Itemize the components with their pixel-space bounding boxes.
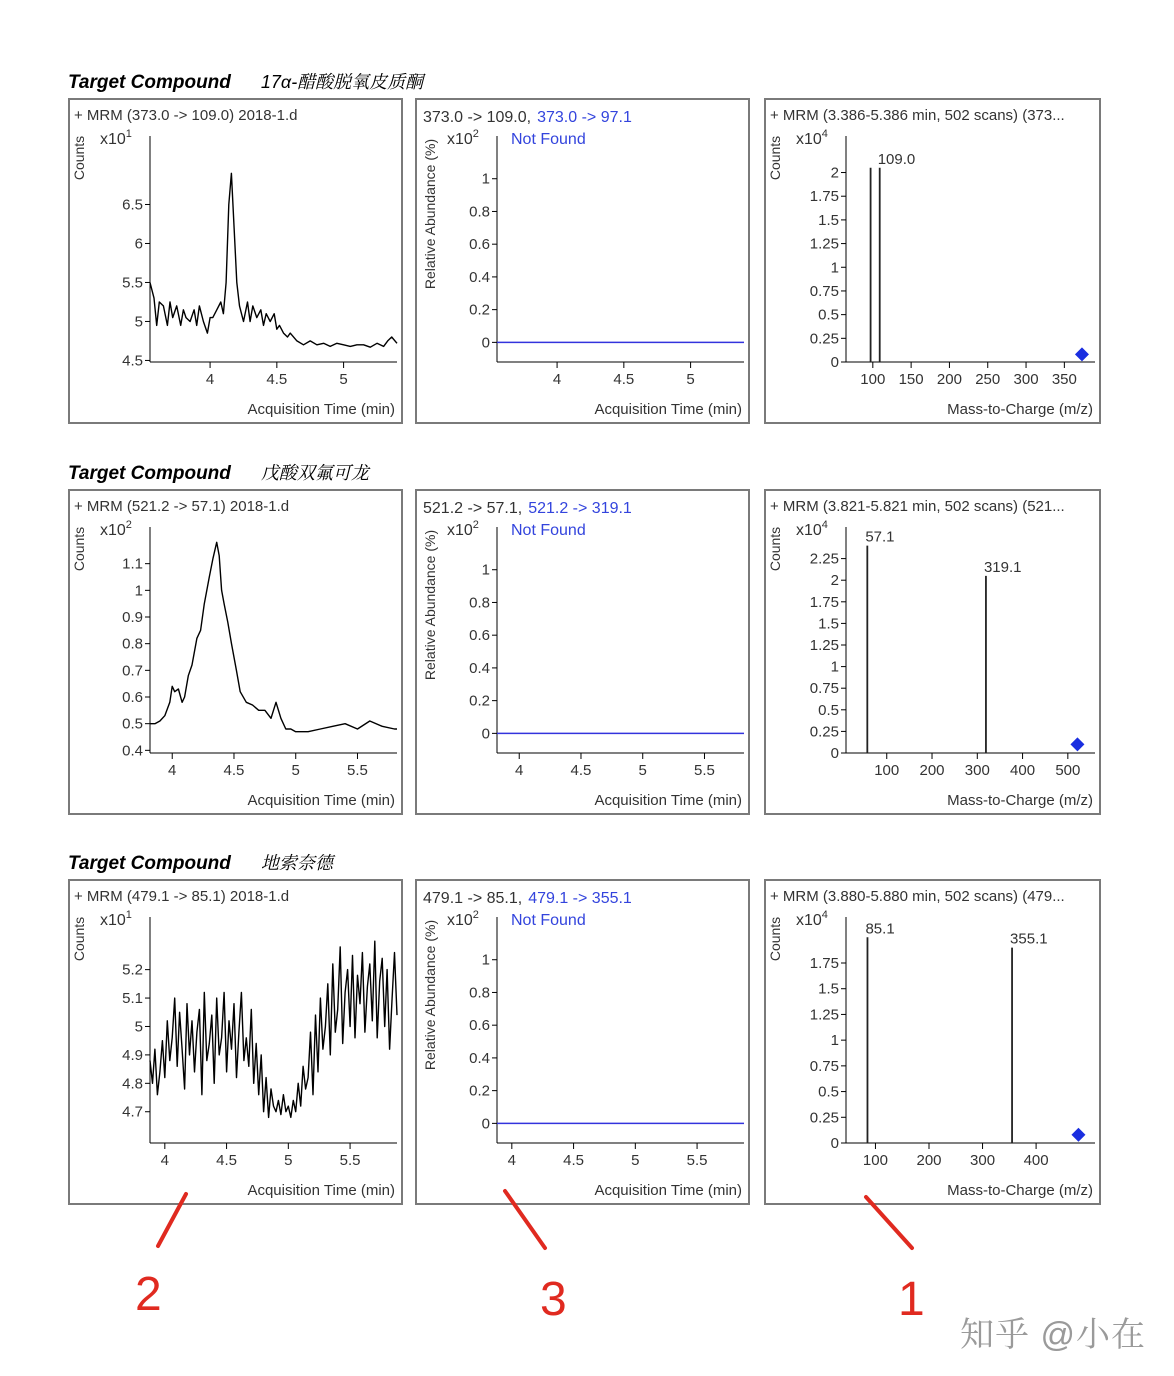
y-multiplier xyxy=(100,128,132,148)
x-tick-label: 4.5 xyxy=(563,1152,584,1169)
y-axis-label: Counts xyxy=(767,135,783,181)
x-tick-label: 5.5 xyxy=(694,762,715,779)
multiplier-exponent: 2 xyxy=(472,909,479,921)
x-tick-label: 4.5 xyxy=(613,371,635,388)
y-axis-label: Counts xyxy=(767,526,783,572)
x-tick-label: 250 xyxy=(975,371,1001,388)
x-tick-label: 100 xyxy=(874,762,900,779)
x-tick-label: 4 xyxy=(168,762,177,779)
panel-svg xyxy=(417,491,748,813)
compound-label: Target Compound xyxy=(68,72,231,93)
y-axis-label: Counts xyxy=(71,916,87,962)
x-tick-label: 5 xyxy=(631,1152,640,1169)
panel-header: + MRM (479.1 -> 85.1) 2018-1.d xyxy=(74,888,290,905)
y-tick-label: 1.25 xyxy=(809,235,839,253)
y-tick-label: 0.6 xyxy=(469,627,490,645)
y-tick-label: 4.9 xyxy=(122,1046,143,1064)
x-tick-label: 4.5 xyxy=(223,762,245,779)
multiplier-base: x10 xyxy=(447,522,473,539)
compound-name: 17α-醋酸脱氧皮质酮 xyxy=(260,72,424,92)
x-tick-label: 500 xyxy=(1055,762,1081,779)
x-axis-label: Mass-to-Charge (m/z) xyxy=(947,1182,1093,1199)
y-tick-label: 1.5 xyxy=(818,980,839,998)
y-multiplier xyxy=(100,909,132,929)
header-blue-text: 479.1 -> 355.1 xyxy=(528,890,632,907)
multiplier-base: x10 xyxy=(447,131,473,148)
y-tick-label: 0.6 xyxy=(469,236,490,254)
precursor-marker xyxy=(1075,347,1089,361)
peak-label: 109.0 xyxy=(877,150,916,168)
x-tick-label: 300 xyxy=(1013,371,1039,388)
panel-header xyxy=(423,890,632,907)
x-tick-label: 4 xyxy=(205,371,215,388)
x-tick-label: 300 xyxy=(970,1152,996,1169)
precursor-marker xyxy=(1070,737,1084,751)
header-black-text: 373.0 -> 109.0, xyxy=(423,109,532,126)
qualifier-panel xyxy=(415,879,750,1205)
y-tick-label: 1 xyxy=(830,658,839,676)
multiplier-base: x10 xyxy=(100,522,126,539)
x-tick-label: 5 xyxy=(339,371,348,388)
x-tick-label: 150 xyxy=(898,371,924,388)
compound-name: 戊酸双氟可龙 xyxy=(260,463,369,483)
y-tick-label: 0.7 xyxy=(122,662,143,680)
header-black-text: 521.2 -> 57.1, xyxy=(423,500,523,517)
y-tick-label: 0 xyxy=(830,354,839,371)
y-multiplier xyxy=(100,519,132,539)
multiplier-exponent: 2 xyxy=(472,519,479,531)
y-tick-label: 5.1 xyxy=(122,990,143,1008)
y-tick-label: 0.25 xyxy=(809,723,839,741)
y-tick-label: 0.5 xyxy=(818,1083,839,1101)
y-tick-label: 2 xyxy=(830,572,839,590)
x-axis-label: Acquisition Time (min) xyxy=(247,401,395,418)
y-tick-label: 0.2 xyxy=(469,1082,490,1100)
x-tick-label: 5.5 xyxy=(339,1152,361,1169)
y-tick-label: 0.5 xyxy=(818,306,839,324)
x-tick-label: 100 xyxy=(862,1152,888,1169)
multiplier-exponent: 2 xyxy=(472,128,479,140)
y-tick-label: 1.5 xyxy=(818,615,839,633)
peak-label: 57.1 xyxy=(865,528,895,546)
y-tick-label: 0 xyxy=(481,1115,490,1133)
y-tick-label: 0.6 xyxy=(122,689,143,706)
multiplier-exponent: 1 xyxy=(125,909,132,921)
panel-header: + MRM (3.821-5.821 min, 502 scans) (521... xyxy=(770,498,1065,515)
y-tick-label: 0.5 xyxy=(818,701,839,719)
peak-label: 85.1 xyxy=(865,920,895,938)
qualifier-panel xyxy=(415,489,750,815)
y-tick-label: 5 xyxy=(134,1018,143,1036)
x-tick-label: 300 xyxy=(964,762,990,779)
not-found-label: Not Found xyxy=(511,912,586,929)
y-tick-label: 0.4 xyxy=(469,1049,490,1067)
panel-svg xyxy=(70,491,401,813)
y-multiplier xyxy=(447,128,479,148)
x-tick-label: 4 xyxy=(160,1152,169,1169)
x-tick-label: 4 xyxy=(515,762,524,779)
y-tick-label: 1.25 xyxy=(809,1006,839,1024)
x-axis-label: Acquisition Time (min) xyxy=(594,401,742,418)
panel-svg xyxy=(417,100,748,422)
y-tick-label: 5.2 xyxy=(122,961,143,979)
y-multiplier xyxy=(796,128,828,148)
y-tick-label: 1.75 xyxy=(809,955,839,972)
peak-label: 355.1 xyxy=(1010,930,1048,948)
y-tick-label: 0.2 xyxy=(469,301,490,319)
compound-title xyxy=(68,68,423,92)
y-tick-label: 6 xyxy=(134,235,143,253)
chromatogram-trace xyxy=(150,941,397,1117)
x-axis-label: Acquisition Time (min) xyxy=(247,792,395,809)
x-tick-label: 100 xyxy=(860,371,886,388)
peak-label: 319.1 xyxy=(983,558,1022,576)
y-tick-label: 1 xyxy=(830,1032,839,1050)
x-tick-label: 5 xyxy=(291,762,300,779)
multiplier-base: x10 xyxy=(100,131,126,148)
multiplier-exponent: 4 xyxy=(821,909,828,921)
y-tick-label: 1.75 xyxy=(809,593,839,611)
y-multiplier xyxy=(447,909,479,929)
header-black-text: 479.1 -> 85.1, xyxy=(423,890,523,907)
panel-header: + MRM (521.2 -> 57.1) 2018-1.d xyxy=(74,498,290,515)
multiplier-exponent: 2 xyxy=(125,519,132,531)
spectrum-panel xyxy=(764,98,1101,424)
y-tick-label: 0.8 xyxy=(122,635,143,653)
y-tick-label: 0 xyxy=(481,725,490,743)
compound-label: Target Compound xyxy=(68,853,231,874)
qualifier-panel xyxy=(415,98,750,424)
compound-title xyxy=(68,849,333,873)
x-tick-label: 200 xyxy=(936,371,962,388)
y-axis-label: Counts xyxy=(71,135,87,181)
y-tick-label: 5.5 xyxy=(122,274,143,292)
y-tick-label: 4.7 xyxy=(122,1103,143,1121)
y-multiplier xyxy=(447,519,479,539)
y-tick-label: 2 xyxy=(830,164,839,182)
compound-name: 地索奈德 xyxy=(260,853,333,873)
x-tick-label: 200 xyxy=(919,762,945,779)
multiplier-base: x10 xyxy=(100,912,126,929)
compound-label: Target Compound xyxy=(68,463,231,484)
y-axis-label: Counts xyxy=(71,526,87,572)
y-tick-label: 0 xyxy=(830,745,839,762)
x-tick-label: 4 xyxy=(552,371,562,388)
multiplier-base: x10 xyxy=(447,912,473,929)
y-tick-label: 0.25 xyxy=(809,1109,839,1127)
y-tick-label: 6.5 xyxy=(122,196,143,214)
not-found-label: Not Found xyxy=(511,522,586,539)
panel-header xyxy=(423,109,632,126)
y-tick-label: 1.25 xyxy=(809,637,839,654)
chromatogram-panel xyxy=(68,98,403,424)
y-tick-label: 0.9 xyxy=(122,609,143,626)
y-tick-label: 0.2 xyxy=(469,692,490,710)
y-tick-label: 1 xyxy=(481,170,490,188)
x-tick-label: 200 xyxy=(916,1152,942,1169)
annotation-number: 2 xyxy=(135,1268,162,1321)
y-tick-label: 0.75 xyxy=(809,1057,839,1075)
x-tick-label: 400 xyxy=(1010,762,1036,779)
y-tick-label: 2.25 xyxy=(809,550,839,568)
x-tick-label: 4 xyxy=(507,1152,516,1169)
multiplier-base: x10 xyxy=(796,522,822,539)
x-tick-label: 5.5 xyxy=(686,1152,708,1169)
compound-title xyxy=(68,459,369,483)
y-tick-label: 5 xyxy=(134,313,143,331)
y-tick-label: 0 xyxy=(481,334,490,352)
y-tick-label: 0.4 xyxy=(122,742,143,760)
y-tick-label: 0.75 xyxy=(809,282,839,300)
y-tick-label: 0.4 xyxy=(469,268,490,286)
x-axis-label: Mass-to-Charge (m/z) xyxy=(947,401,1093,418)
y-tick-label: 0.8 xyxy=(469,984,490,1002)
x-axis-label: Acquisition Time (min) xyxy=(247,1182,395,1199)
compound-block-2 xyxy=(68,459,1108,829)
y-axis-label: Relative Abundance (%) xyxy=(422,919,438,1071)
y-axis-label: Relative Abundance (%) xyxy=(422,529,438,681)
y-tick-label: 1 xyxy=(830,259,839,277)
x-axis-label: Mass-to-Charge (m/z) xyxy=(947,792,1093,809)
y-tick-label: 4.5 xyxy=(122,352,143,370)
not-found-label: Not Found xyxy=(511,131,586,148)
y-axis-label: Relative Abundance (%) xyxy=(422,138,438,290)
spectrum-panel xyxy=(764,879,1101,1205)
panel-svg xyxy=(70,881,401,1203)
panel-svg xyxy=(766,881,1099,1203)
y-tick-label: 0 xyxy=(830,1135,839,1152)
annotation-number: 3 xyxy=(540,1273,567,1326)
spectrum-panel xyxy=(764,489,1101,815)
y-tick-label: 1.1 xyxy=(122,555,143,573)
panel-header xyxy=(423,500,632,517)
chromatogram-trace xyxy=(150,173,397,347)
panel-svg xyxy=(417,881,748,1203)
chromatogram-panel xyxy=(68,489,403,815)
y-tick-label: 4.8 xyxy=(122,1075,143,1093)
y-tick-label: 0.25 xyxy=(809,330,839,348)
y-multiplier xyxy=(796,519,828,539)
x-tick-label: 400 xyxy=(1023,1152,1049,1169)
y-tick-label: 0.4 xyxy=(469,659,490,677)
x-tick-label: 4.5 xyxy=(216,1152,237,1169)
y-tick-label: 0.6 xyxy=(469,1017,490,1035)
y-tick-label: 0.75 xyxy=(809,680,839,698)
y-tick-label: 0.8 xyxy=(469,203,490,221)
x-tick-label: 5.5 xyxy=(347,762,368,779)
chromatogram-panel xyxy=(68,879,403,1205)
panel-header: + MRM (373.0 -> 109.0) 2018-1.d xyxy=(74,107,298,124)
compound-block-3 xyxy=(68,849,1108,1219)
multiplier-base: x10 xyxy=(796,131,822,148)
y-tick-label: 0.5 xyxy=(122,715,143,733)
panel-svg xyxy=(766,491,1099,813)
compound-block-1 xyxy=(68,68,1108,438)
panel-header: + MRM (3.386-5.386 min, 502 scans) (373... xyxy=(770,107,1065,124)
y-multiplier xyxy=(796,909,828,929)
y-tick-label: 1 xyxy=(134,582,143,600)
multiplier-exponent: 4 xyxy=(821,128,828,140)
precursor-marker xyxy=(1071,1128,1085,1142)
y-axis-label: Counts xyxy=(767,916,783,962)
panel-svg xyxy=(766,100,1099,422)
multiplier-exponent: 4 xyxy=(821,519,828,531)
x-axis-label: Acquisition Time (min) xyxy=(594,792,742,809)
y-tick-label: 0.8 xyxy=(469,594,490,612)
x-tick-label: 5 xyxy=(284,1152,293,1169)
x-tick-label: 5 xyxy=(638,762,647,779)
x-tick-label: 4.5 xyxy=(266,371,288,388)
multiplier-exponent: 1 xyxy=(125,128,132,140)
y-tick-label: 1 xyxy=(481,951,490,969)
chromatogram-trace xyxy=(150,542,397,731)
watermark: 知乎 @小在 xyxy=(960,1316,1146,1354)
panel-header: + MRM (3.880-5.880 min, 502 scans) (479... xyxy=(770,888,1065,905)
x-tick-label: 5 xyxy=(686,371,695,388)
y-tick-label: 1.5 xyxy=(818,211,839,229)
header-blue-text: 373.0 -> 97.1 xyxy=(537,109,632,126)
y-tick-label: 1.75 xyxy=(809,188,839,206)
y-tick-label: 1 xyxy=(481,561,490,579)
x-tick-label: 4.5 xyxy=(570,762,592,779)
multiplier-base: x10 xyxy=(796,912,822,929)
x-axis-label: Acquisition Time (min) xyxy=(594,1182,742,1199)
x-tick-label: 350 xyxy=(1051,371,1077,388)
panel-svg xyxy=(70,100,401,422)
annotation-number: 1 xyxy=(898,1273,925,1326)
header-blue-text: 521.2 -> 319.1 xyxy=(528,500,632,517)
